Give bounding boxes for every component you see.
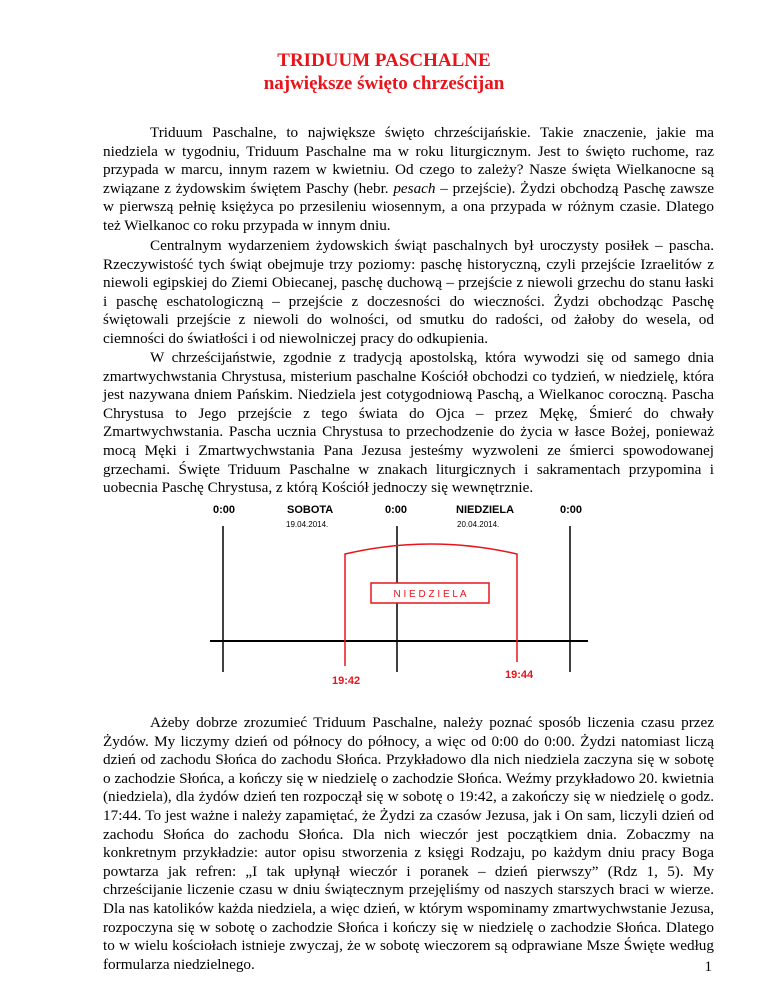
sunday-span-arc: [345, 544, 517, 666]
paragraph-1-part-b: – przejście). Żydzi obchodzą Paschę zawsze w pierwszą pełnię księżyca po przesileniu wiosennym, a ona przypada w różnym czasie. Dlatego też Wielkanoc co roku przypada w innym dniu.: [103, 179, 714, 234]
page-number: 1: [704, 959, 712, 975]
end-time: 19:44: [505, 669, 534, 681]
day2-date: 20.04.2014.: [457, 520, 500, 529]
midnight-label-3: 0:00: [560, 504, 583, 516]
time-diagram: [180, 496, 600, 696]
document-title: TRIDUUM PASCHALNE: [277, 50, 491, 71]
document-subtitle: największe święto chrześcijan: [263, 73, 505, 94]
paragraph-1-part-a: Triduum Paschalne, to największe święto chrześcijańskie. Takie znaczenie, jakie ma niedziela w tygodniu, Triduum Paschalne ma w roku liturgicznym. Jest to święto ruchome, raz przypada w marcu, innym razem w kwietniu. Od czego to zależy? Nasze święta Wielkanocne są związane z żydowskim świętem Paschy (hebr.: [103, 124, 714, 197]
day1-name: SOBOTA: [287, 504, 334, 516]
sunday-box-label: N I E D Z I E L A: [393, 589, 467, 600]
paragraph-2: Centralnym wydarzeniem żydowskich świąt paschalnych był uroczysty posiłek – pascha. Rzeczywistość tych świąt obejmuje trzy poziomy: paschę historyczną, czyli przejście Izraelitów z niewoli egipskiej do Ziemi Obiecanej, paschę duchową – przejście z niewoli grzechu do stanu łaski i paschę eschatologiczną – przejście z doczesności do wieczności. Żydzi obchodząc Paschę świętowali przejście z niewoli do wolności, od smutku do radości, od żałoby do wesela, od ciemności do światłości i od niewolniczej pracy do odkupienia.: [103, 237, 714, 347]
day1-date: 19.04.2014.: [286, 520, 329, 529]
paragraph-3: W chrześcijaństwie, zgodnie z tradycją apostolską, która wywodzi się od samego dnia zmartwychwstania Chrystusa, misterium paschalne Kościół obchodzi co tydzień, w niedzielę, która jest nazywana dniem Pańskim. Niedziela jest cotygodniową Paschą, a Wielkanoc coroczną. Pascha Chrystusa to Jego przejście z tego świata do Ojca – przez Mękę, Śmierć do chwały Zmartwychwstania. Pascha ucznia Chrystusa to przechodzenie do życia w łasce Bożej, ponieważ mocą Męki i Zmartwychwstania Pana Jezusa jesteśmy wyzwoleni ze śmierci spowodowanej grzechami. Święte Triduum Paschalne w znakach liturgicznych i sakramentach przypomina i uobecnia Paschę Chrystusa, z którą Kościół jednoczy się wewnętrznie.: [103, 349, 714, 497]
midnight-label-1: 0:00: [213, 504, 236, 516]
paragraph-4: Ażeby dobrze zrozumieć Triduum Paschalne, należy poznać sposób liczenia czasu przez Żydów. My liczymy dzień od północy do północy, a więc od 0:00 do 0:00. Żydzi natomiast liczą dzień od zachodu Słońca do zachodu Słońca. Przykładowo dla nich niedziela zaczyna się w sobotę o zachodzie Słońca, a kończy się w niedzielę o zachodzie Słońca. Weźmy przykładowo 20. kwietnia (niedziela), dla żydów dzień ten rozpoczął się w sobotę o 19:42, a zakończy się w niedzielę o godz. 17:44. To jest ważne i należy zapamiętać, że Żydzi za czasów Jezusa, jak i On sam, liczyli dzień od zachodu Słońca do zachodu Słońca. Dla nich wieczór jest początkiem dnia. Zobaczmy na konkretnym przykładzie: autor opisu stworzenia z księgi Rodzaju, po każdym dniu pracy Boga powtarza jak refren: „I tak upłynął wieczór i poranek – dzień pierwszy” (Rdz 1, 5). My chrześcijanie liczenie czasu w dniu świątecznym przejęliśmy od naszych starszych braci w wierze. Dla nas katolików każda niedziela, a więc dzień, w którym wspominamy zmartwychwstanie Jezusa, rozpoczyna się w sobotę o zachodzie Słońca i kończy się w niedzielę o zachodzie Słońca. Dlatego to w wielu kościołach istnieje zwyczaj, że w sobotę wieczorem są odprawiane Msze Święte według formularza niedzielnego.: [103, 714, 714, 973]
paragraph-1-italic-term: pesach: [393, 179, 436, 197]
day2-name: NIEDZIELA: [456, 504, 515, 516]
paragraph-1: [103, 124, 714, 236]
start-time: 19:42: [332, 675, 361, 687]
midnight-label-2: 0:00: [385, 504, 408, 516]
